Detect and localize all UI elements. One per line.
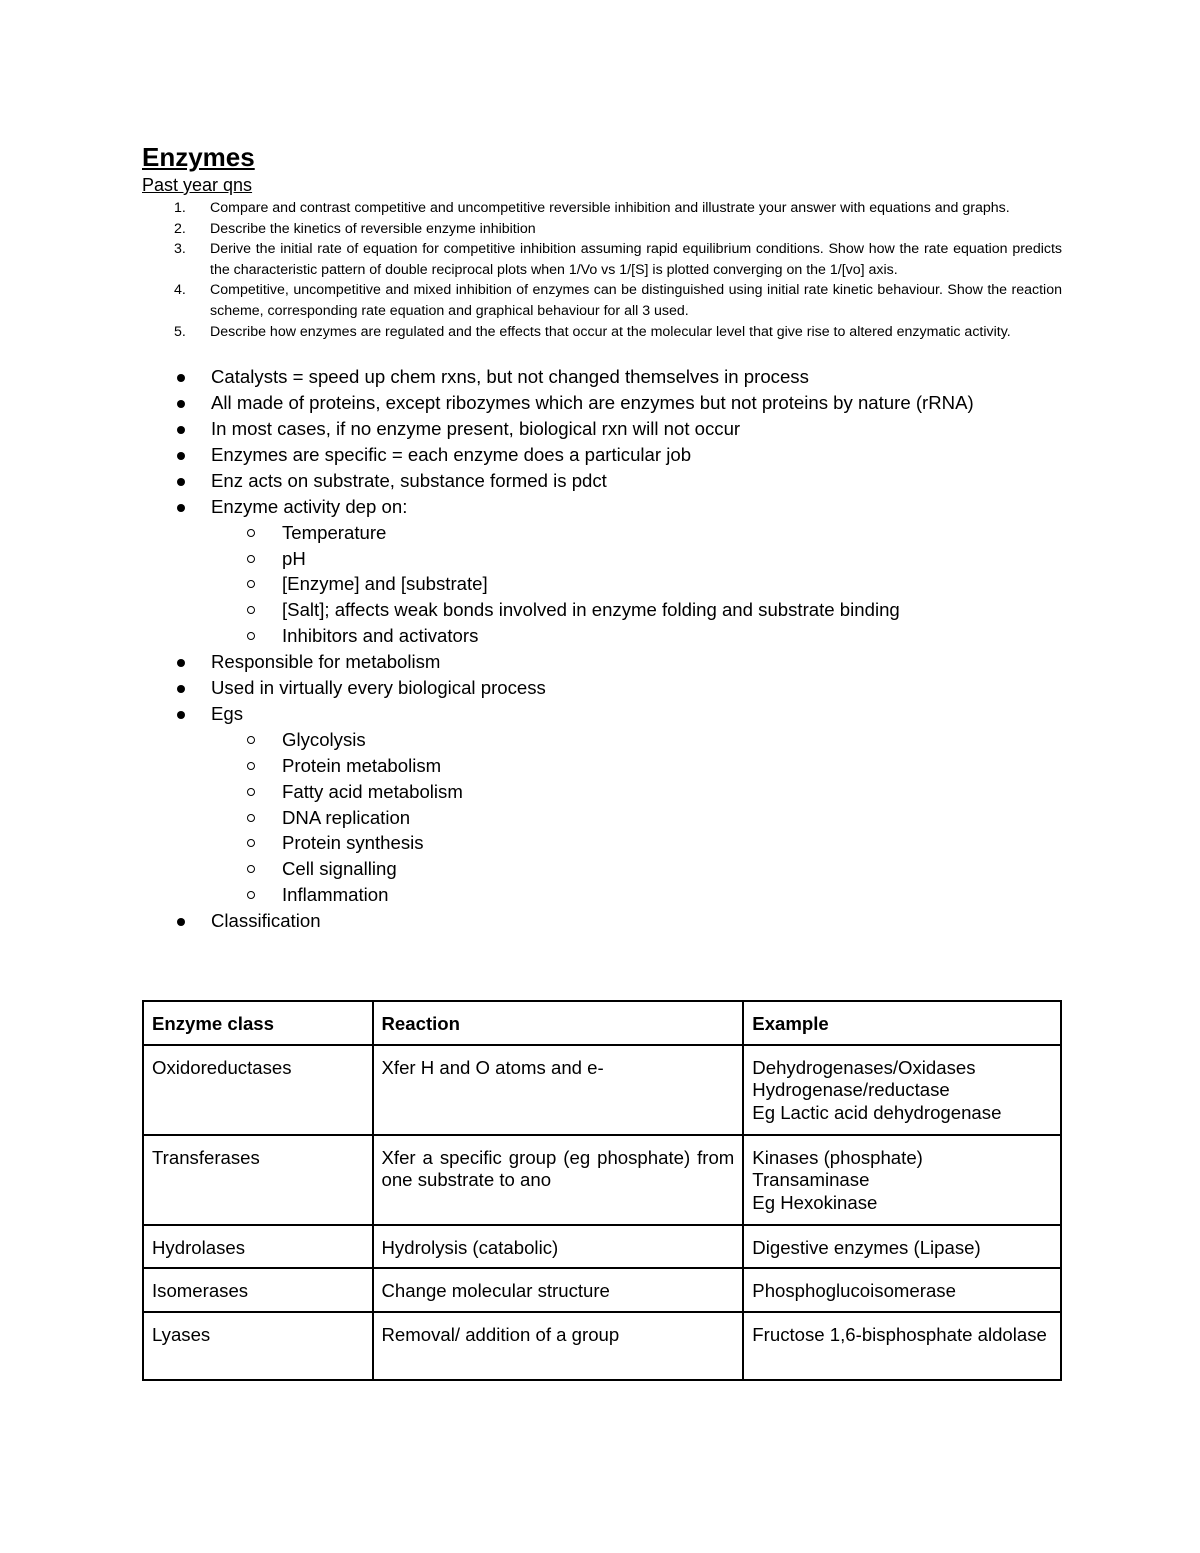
sub-list-item	[211, 546, 1062, 572]
hollow-bullet-icon	[247, 606, 255, 614]
list-item	[142, 280, 1062, 321]
list-item	[142, 649, 1062, 675]
note-text: Used in virtually every biological process	[211, 677, 546, 699]
column-header: Enzyme class	[143, 1001, 373, 1045]
hollow-bullet-icon	[247, 736, 255, 744]
sub-note-text: Protein synthesis	[282, 832, 424, 854]
hollow-bullet-icon	[247, 839, 255, 847]
cell-line: Eg Lactic acid dehydrogenase	[752, 1101, 1002, 1123]
list-item	[142, 494, 1062, 649]
cell-line: Transaminase	[752, 1169, 870, 1190]
question-text: Compare and contrast competitive and uncompetitive reversible inhibition and illustrate your answer with equations and graphs.	[210, 200, 1010, 216]
bullet-icon	[177, 374, 185, 382]
question-text: Competitive, uncompetitive and mixed inhibition of enzymes can be distinguished using initial rate kinetic behaviour. Show the reaction scheme, corresponding rate equation and graphical behaviour for all 3 used.	[210, 282, 1062, 319]
table-cell: Hydrolases	[143, 1225, 373, 1269]
cell-line: Eg Hexokinase	[752, 1191, 878, 1213]
list-item	[142, 198, 1062, 219]
sub-note-text: Temperature	[282, 521, 387, 543]
sub-note-text: [Salt]; affects weak bonds involved in enzyme folding and substrate binding	[282, 599, 900, 621]
hollow-bullet-icon	[247, 580, 255, 588]
hollow-bullet-icon	[247, 632, 255, 640]
list-item	[142, 239, 1062, 280]
bullet-icon	[177, 478, 185, 486]
list-item	[142, 675, 1062, 701]
sub-note-text: Glycolysis	[282, 728, 366, 750]
list-number: 5.	[174, 323, 186, 340]
classification-table	[142, 1000, 1062, 1381]
sub-note-text: pH	[282, 547, 306, 569]
hollow-bullet-icon	[247, 762, 255, 770]
sub-list-item	[211, 856, 1062, 882]
sub-list-item	[211, 882, 1062, 908]
list-item	[142, 364, 1062, 390]
table-row	[143, 1135, 1061, 1225]
table-row	[143, 1045, 1061, 1135]
column-header: Reaction	[373, 1001, 744, 1045]
table-cell: Lyases	[143, 1312, 373, 1380]
table-cell: Xfer H and O atoms and e-	[373, 1045, 744, 1135]
list-item	[142, 390, 1062, 416]
hollow-bullet-icon	[247, 814, 255, 822]
note-text: All made of proteins, except ribozymes which are enzymes but not proteins by nature (rRNA)	[211, 392, 974, 414]
list-item	[142, 701, 1062, 908]
examples-list	[211, 727, 1062, 908]
note-text: Egs	[211, 702, 244, 724]
table-cell: Digestive enzymes (Lipase)	[743, 1225, 1061, 1269]
table-row	[143, 1225, 1061, 1269]
hollow-bullet-icon	[247, 555, 255, 563]
list-item	[142, 219, 1062, 240]
question-text: Describe the kinetics of reversible enzyme inhibition	[210, 220, 536, 237]
bullet-icon	[177, 918, 185, 926]
note-text: Classification	[211, 910, 321, 932]
question-text: Derive the initial rate of equation for competitive inhibition assuming rapid equilibrium conditions. Show how the rate equation predicts the characteristic pattern of double reciprocal plots when 1/Vo vs 1/[S] is plotted converging on the 1/[vo] axis.	[210, 241, 1062, 278]
sub-note-text: Inflammation	[282, 884, 389, 906]
sub-note-text: [Enzyme] and [substrate]	[282, 573, 488, 595]
cell-line: Kinases (phosphate)	[752, 1146, 923, 1168]
bullet-icon	[177, 400, 185, 408]
past-questions-list	[142, 198, 1062, 342]
activity-factors-list	[211, 520, 1062, 650]
sub-list-item	[211, 830, 1062, 856]
section-subtitle: Past year qns	[142, 175, 253, 195]
sub-list-item	[211, 779, 1062, 805]
table-cell	[743, 1135, 1061, 1225]
hollow-bullet-icon	[247, 529, 255, 537]
bullet-icon	[177, 504, 185, 512]
table-cell: Transferases	[143, 1135, 373, 1225]
cell-line: Hydrogenase/reductase	[752, 1079, 950, 1100]
sub-list-item	[211, 805, 1062, 831]
list-number: 1.	[174, 200, 186, 216]
table-cell: Xfer a specific group (eg phosphate) from one substrate to ano	[373, 1135, 744, 1225]
note-text: Enz acts on substrate, substance formed is pdct	[211, 469, 607, 491]
bullet-icon	[177, 659, 185, 667]
note-text: Enzyme activity dep on:	[211, 495, 408, 517]
table-cell: Hydrolysis (catabolic)	[373, 1225, 744, 1269]
hollow-bullet-icon	[247, 865, 255, 873]
note-text: Enzymes are specific = each enzyme does a particular job	[211, 443, 692, 465]
table-cell: Isomerases	[143, 1268, 373, 1312]
list-item	[142, 468, 1062, 494]
list-number: 2.	[174, 220, 186, 237]
question-text: Describe how enzymes are regulated and the effects that occur at the molecular level that give rise to altered enzymatic activity.	[210, 323, 1011, 340]
list-number: 4.	[174, 282, 186, 299]
list-item	[142, 416, 1062, 442]
table-row	[143, 1268, 1061, 1312]
table-cell: Change molecular structure	[373, 1268, 744, 1312]
table-row	[143, 1312, 1061, 1380]
table-header-row	[143, 1001, 1061, 1045]
column-header: Example	[743, 1001, 1061, 1045]
note-text: Catalysts = speed up chem rxns, but not changed themselves in process	[211, 366, 809, 388]
list-item	[142, 322, 1062, 343]
sub-list-item	[211, 571, 1062, 597]
hollow-bullet-icon	[247, 788, 255, 796]
table-cell: Removal/ addition of a group	[373, 1312, 744, 1380]
sub-list-item	[211, 597, 1062, 623]
list-item	[142, 908, 1062, 934]
sub-list-item	[211, 727, 1062, 753]
bullet-icon	[177, 452, 185, 460]
list-item	[142, 442, 1062, 468]
note-text: In most cases, if no enzyme present, biological rxn will not occur	[211, 417, 741, 439]
sub-note-text: Cell signalling	[282, 858, 397, 880]
table-cell: Oxidoreductases	[143, 1045, 373, 1135]
note-text: Responsible for metabolism	[211, 651, 441, 673]
page-title: Enzymes	[142, 142, 255, 172]
table-cell: Fructose 1,6-bisphosphate aldolase	[743, 1312, 1061, 1380]
bullet-icon	[177, 426, 185, 434]
hollow-bullet-icon	[247, 891, 255, 899]
document-page	[142, 140, 1062, 1345]
sub-note-text: Inhibitors and activators	[282, 625, 479, 647]
cell-line: Dehydrogenases/Oxidases	[752, 1056, 976, 1078]
sub-note-text: DNA replication	[282, 806, 411, 828]
sub-list-item	[211, 520, 1062, 546]
sub-list-item	[211, 753, 1062, 779]
sub-note-text: Fatty acid metabolism	[282, 780, 463, 802]
table-cell: Phosphoglucoisomerase	[743, 1268, 1061, 1312]
sub-list-item	[211, 623, 1062, 649]
sub-note-text: Protein metabolism	[282, 754, 442, 776]
table-cell	[743, 1045, 1061, 1135]
bullet-icon	[177, 685, 185, 693]
bullet-icon	[177, 711, 185, 719]
notes-list	[142, 364, 1062, 934]
list-number: 3.	[174, 241, 186, 258]
